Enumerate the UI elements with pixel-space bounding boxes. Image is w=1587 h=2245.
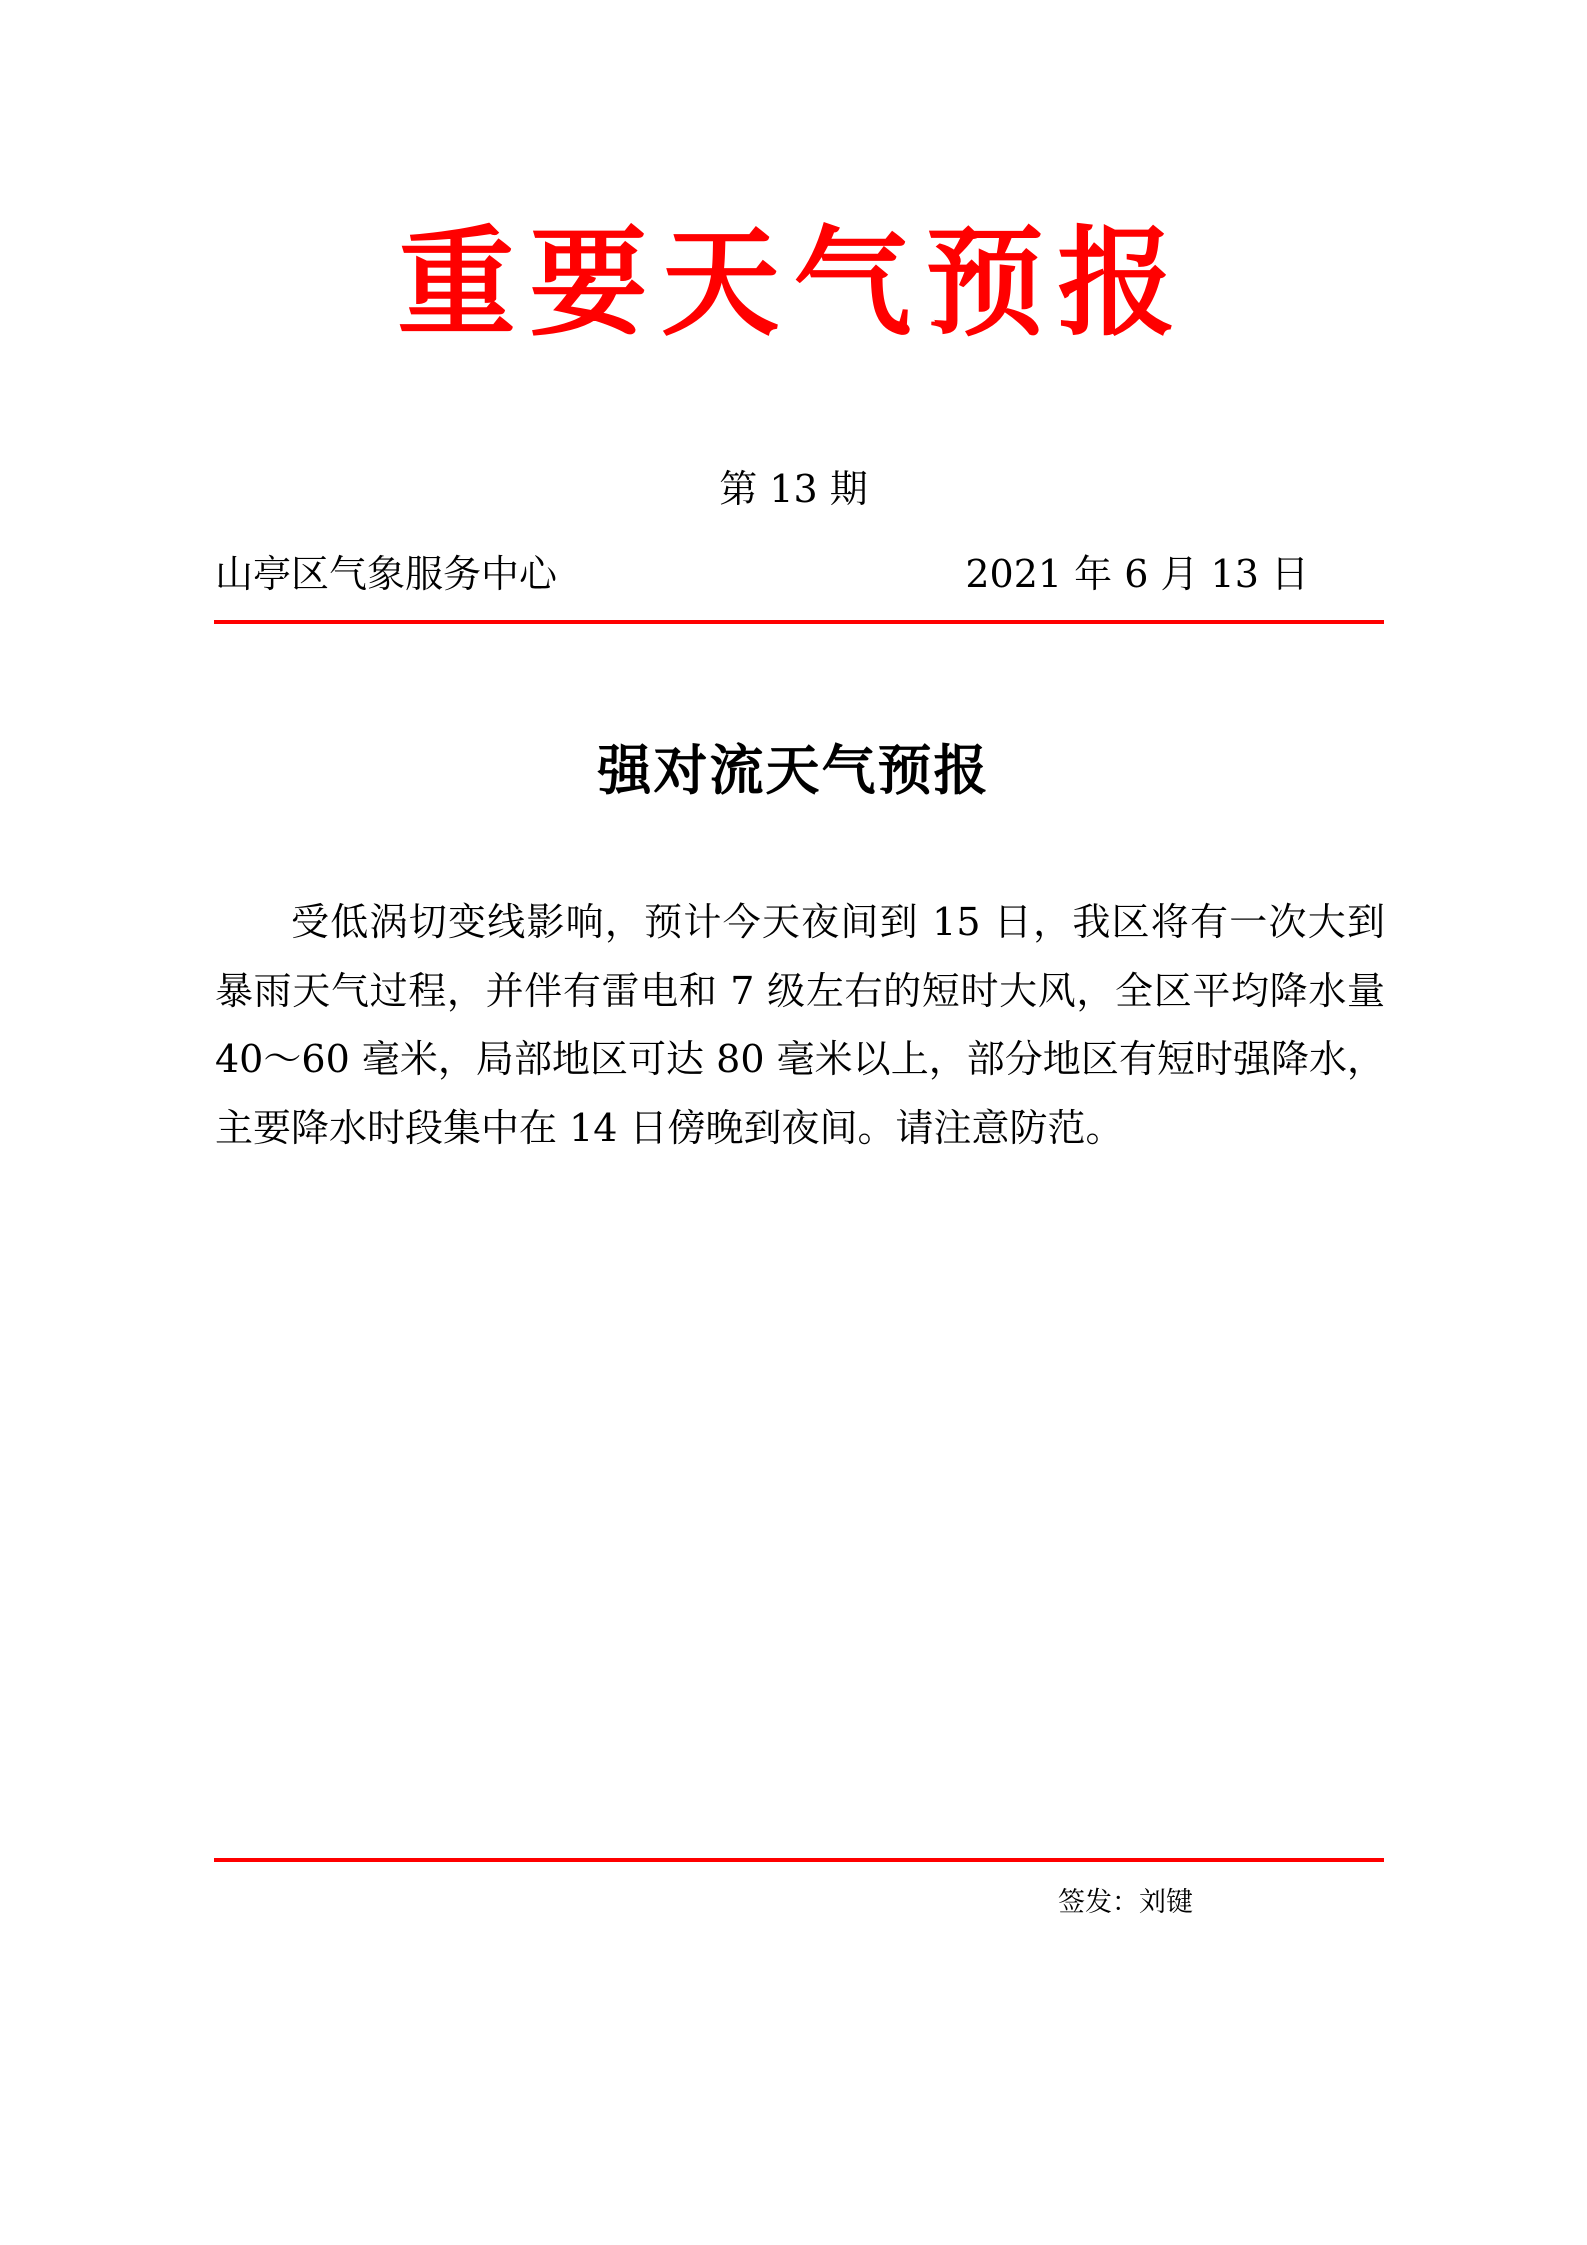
document-title: 强对流天气预报 xyxy=(597,738,990,802)
issue-date: 2021 年 6 月 13 日 xyxy=(965,552,1309,596)
bottom-red-divider xyxy=(214,1858,1384,1862)
signer: 签发：刘键 xyxy=(1058,1887,1193,1918)
issue-number: 第 13 期 xyxy=(719,467,868,511)
top-red-divider xyxy=(214,620,1384,624)
forecast-body: 受低涡切变线影响，预计今天夜间到 15 日，我区将有一次大到暴雨天气过程，并伴有雷电和 7 级左右的短时大风，全区平均降水量 40～60 毫米，局部地区可达 80 毫米以上，部分地区有短时强降水，主要降水时段集中在 14 日傍晚到夜间。请注意防范。 xyxy=(215,900,1385,1150)
masthead-title: 重要天气预报 xyxy=(397,213,1190,352)
issuer-name: 山亭区气象服务中心 xyxy=(215,552,558,596)
